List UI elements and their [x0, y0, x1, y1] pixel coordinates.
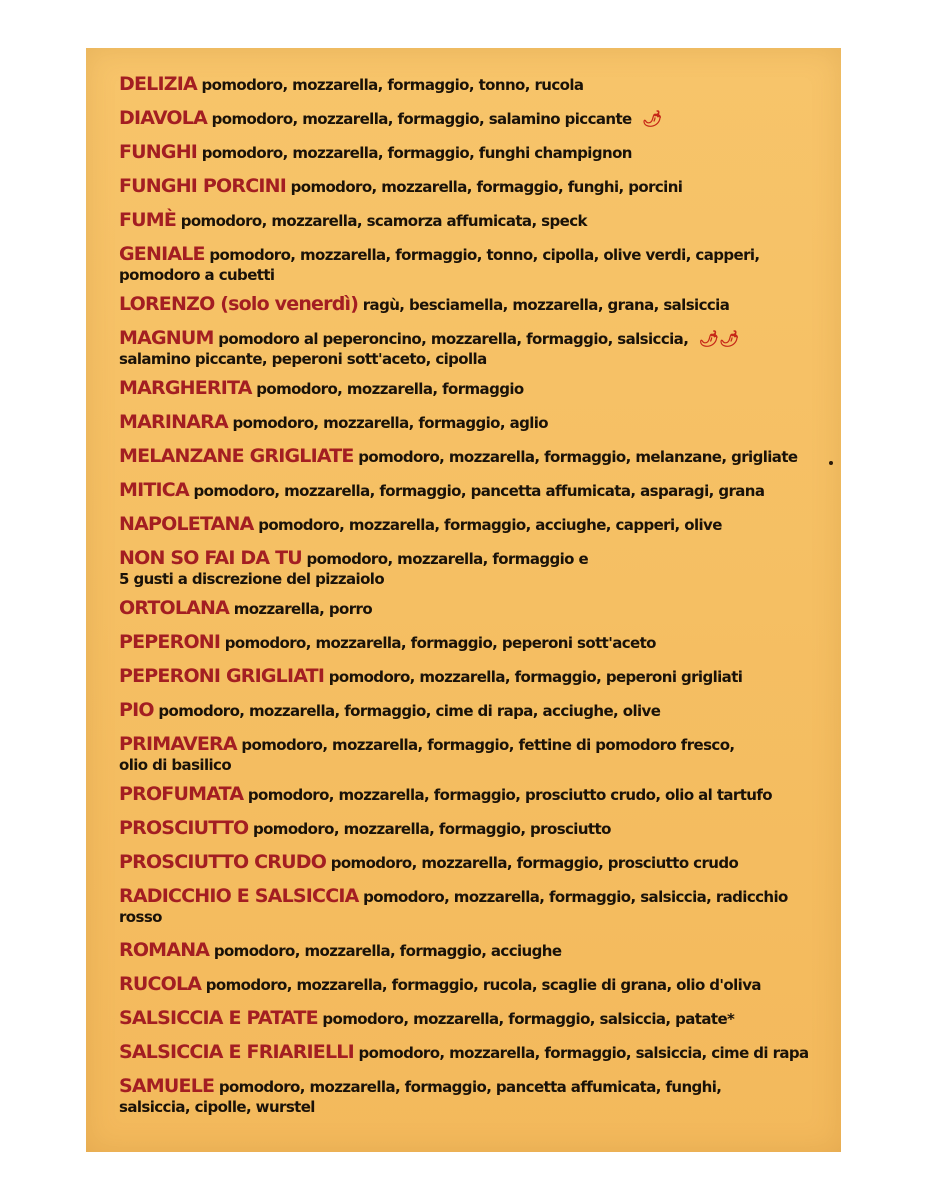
- pizza-name: PEPERONI: [119, 631, 221, 653]
- pizza-name: PIO: [119, 699, 154, 721]
- pizza-ingredients: pomodoro, mozzarella, formaggio, prosciutto crudo, olio al tartufo: [247, 786, 773, 804]
- pizza-ingredients: pomodoro, mozzarella, formaggio, cime di rapa, acciughe, olive: [158, 702, 661, 720]
- menu-item: [119, 974, 819, 995]
- pizza-ingredients: pomodoro, mozzarella, formaggio, peperoni sott'aceto: [224, 634, 656, 652]
- pizza-name: ORTOLANA: [119, 597, 230, 619]
- pizza-ingredients: pomodoro, mozzarella, formaggio, pancetta affumicata, asparagi, grana: [193, 482, 765, 500]
- pizza-name: FUNGHI: [119, 141, 198, 163]
- pizza-name: RUCOLA: [119, 973, 202, 995]
- pizza-ingredients: pomodoro, mozzarella, formaggio, pancetta affumicata, funghi,: [218, 1078, 722, 1096]
- pizza-ingredients: pomodoro, mozzarella, formaggio, salsiccia, radicchio rosso: [119, 888, 788, 926]
- pizza-ingredients: mozzarella, porro: [233, 600, 373, 618]
- pizza-name: PROSCIUTTO: [119, 817, 249, 839]
- pizza-name: SALSICCIA E FRIARIELLI: [119, 1041, 354, 1063]
- pizza-ingredients-continued: olio di basilico: [119, 756, 232, 774]
- pizza-ingredients: pomodoro, mozzarella, formaggio, rucola, scaglie di grana, olio d'oliva: [205, 976, 761, 994]
- pizza-name: PEPERONI GRIGLIATI: [119, 665, 325, 687]
- pizza-ingredients: pomodoro, mozzarella, formaggio, aglio: [232, 414, 549, 432]
- menu-item: [119, 328, 819, 369]
- menu-item: [119, 598, 819, 619]
- pizza-name: LORENZO (solo venerdì): [119, 293, 359, 315]
- pizza-ingredients-continued: pomodoro a cubetti: [119, 266, 275, 284]
- pizza-ingredients-continued: 5 gusti a discrezione del pizzaiolo: [119, 570, 385, 588]
- pizza-name: RADICCHIO E SALSICCIA: [119, 885, 359, 907]
- menu-item: [119, 74, 819, 95]
- menu-item: [119, 378, 819, 399]
- pizza-ingredients-continued: salamino piccante, peperoni sott'aceto, cipolla: [119, 350, 487, 368]
- pizza-ingredients: pomodoro, mozzarella, formaggio, fettine di pomodoro fresco,: [241, 736, 735, 754]
- menu-item: [119, 446, 819, 467]
- menu-item: [119, 294, 819, 315]
- pizza-ingredients: pomodoro, mozzarella, formaggio, acciughe, capperi, olive: [258, 516, 722, 534]
- menu-page: [86, 48, 841, 1152]
- menu-item: [119, 548, 819, 589]
- menu-item: [119, 784, 819, 805]
- pizza-ingredients: pomodoro, mozzarella, formaggio, prosciutto: [252, 820, 611, 838]
- pizza-name: ROMANA: [119, 939, 210, 961]
- pizza-ingredients: pomodoro, mozzarella, formaggio, acciughe: [213, 942, 562, 960]
- menu-item: [119, 244, 819, 285]
- pizza-name: FUMÈ: [119, 209, 177, 231]
- speck-mark: [829, 461, 833, 465]
- pizza-name: NAPOLETANA: [119, 513, 254, 535]
- menu-item: [119, 480, 819, 501]
- chili-pepper-icon: 🌶🌶: [698, 329, 740, 348]
- menu-item: [119, 176, 819, 197]
- menu-item: [119, 940, 819, 961]
- menu-item: [119, 666, 819, 687]
- menu-item: [119, 886, 819, 927]
- pizza-name: MELANZANE GRIGLIATE: [119, 445, 354, 467]
- pizza-ingredients: pomodoro, mozzarella, formaggio, tonno, cipolla, olive verdi, capperi,: [209, 246, 760, 264]
- chili-pepper-icon: 🌶: [642, 109, 663, 128]
- menu-item: [119, 700, 819, 721]
- pizza-ingredients: pomodoro, mozzarella, formaggio, salsiccia, cime di rapa: [358, 1044, 809, 1062]
- menu-item: [119, 1076, 819, 1117]
- pizza-name: SAMUELE: [119, 1075, 215, 1097]
- pizza-ingredients: pomodoro, mozzarella, formaggio, salamino piccante: [211, 110, 632, 128]
- menu-item: [119, 852, 819, 873]
- pizza-ingredients: ragù, besciamella, mozzarella, grana, salsiccia: [362, 296, 730, 314]
- menu-item: [119, 514, 819, 535]
- pizza-name: DELIZIA: [119, 73, 197, 95]
- pizza-name: MITICA: [119, 479, 189, 501]
- pizza-ingredients: pomodoro, mozzarella, formaggio, prosciutto crudo: [330, 854, 739, 872]
- pizza-name: PRIMAVERA: [119, 733, 237, 755]
- pizza-name: MARINARA: [119, 411, 228, 433]
- pizza-ingredients: pomodoro, mozzarella, formaggio: [256, 380, 524, 398]
- menu-item: [119, 142, 819, 163]
- pizza-ingredients: pomodoro, mozzarella, formaggio, salsiccia, patate*: [322, 1010, 735, 1028]
- menu-item: [119, 412, 819, 433]
- menu-item: [119, 210, 819, 231]
- menu-item: [119, 108, 819, 129]
- pizza-ingredients-continued: salsiccia, cipolle, wurstel: [119, 1098, 315, 1116]
- pizza-name: FUNGHI PORCINI: [119, 175, 286, 197]
- pizza-ingredients: pomodoro, mozzarella, formaggio, funghi, porcini: [290, 178, 683, 196]
- menu-item: [119, 1008, 819, 1029]
- menu-item: [119, 632, 819, 653]
- menu-item: [119, 734, 819, 775]
- pizza-name: MARGHERITA: [119, 377, 252, 399]
- pizza-name: SALSICCIA E PATATE: [119, 1007, 318, 1029]
- pizza-ingredients: pomodoro al peperoncino, mozzarella, formaggio, salsiccia,: [218, 330, 689, 348]
- pizza-ingredients: pomodoro, mozzarella, formaggio, melanzane, grigliate: [358, 448, 798, 466]
- pizza-ingredients: pomodoro, mozzarella, formaggio, tonno, rucola: [201, 76, 584, 94]
- pizza-ingredients: pomodoro, mozzarella, formaggio, peperoni grigliati: [328, 668, 743, 686]
- pizza-ingredients: pomodoro, mozzarella, formaggio, funghi champignon: [201, 144, 632, 162]
- pizza-ingredients: pomodoro, mozzarella, formaggio e: [306, 550, 589, 568]
- pizza-ingredients: pomodoro, mozzarella, scamorza affumicata, speck: [180, 212, 587, 230]
- menu-item: [119, 1042, 819, 1063]
- menu-item: [119, 818, 819, 839]
- pizza-name: DIAVOLA: [119, 107, 207, 129]
- pizza-name: MAGNUM: [119, 327, 214, 349]
- pizza-name: GENIALE: [119, 243, 205, 265]
- pizza-name: NON SO FAI DA TU: [119, 547, 302, 569]
- pizza-list: [119, 74, 819, 1126]
- pizza-name: PROFUMATA: [119, 783, 244, 805]
- pizza-name: PROSCIUTTO CRUDO: [119, 851, 327, 873]
